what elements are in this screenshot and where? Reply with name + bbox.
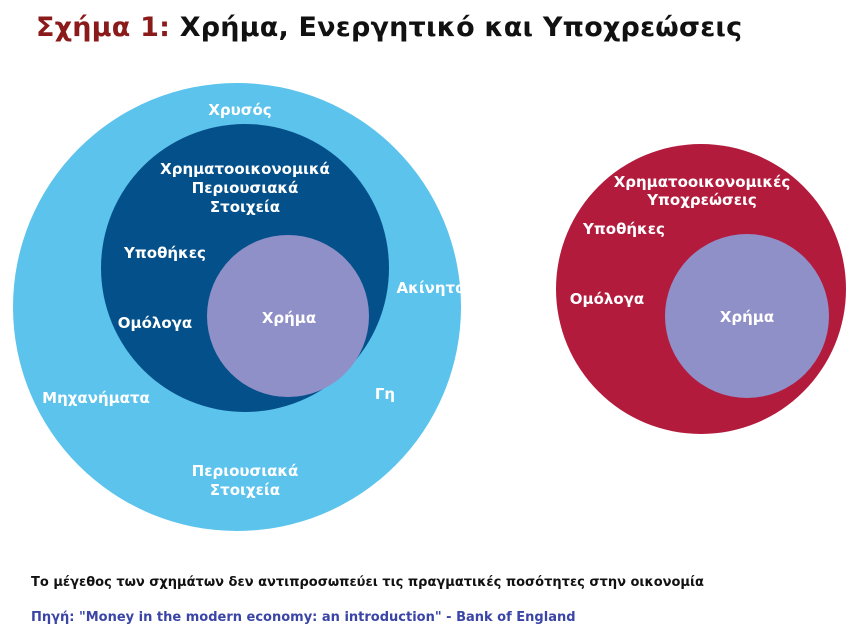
liabilities-diagram: [556, 144, 846, 434]
label-money-assets: Χρήμα: [261, 309, 317, 327]
label-mortgages-liabilities: Υποθήκες: [583, 220, 665, 238]
label-machinery: Μηχανήματα: [42, 389, 150, 407]
label-bonds-liabilities: Ομόλογα: [569, 290, 645, 308]
size-disclaimer-note: Το μέγεθος των σχημάτων δεν αντιπροσωπεύει τις πραγματικές ποσότητες στην οικονομία: [31, 575, 704, 590]
label-real-estate: Ακίνητα: [396, 279, 466, 297]
label-money-liabilities: Χρήμα: [719, 308, 775, 326]
label-land: Γη: [374, 385, 396, 403]
label-financial-assets-line-2: Περιουσιακά: [191, 179, 299, 197]
figure-number: Σχήμα 1:: [36, 12, 171, 43]
label-financial-liabilities-line-2: Υποχρεώσεις: [647, 191, 757, 209]
assets-diagram: [13, 83, 465, 531]
label-bonds-assets: Ομόλογα: [117, 314, 193, 332]
label-financial-assets-line-1: Χρηματοοικονομικά: [160, 160, 330, 178]
label-financial-assets-line-3: Στοιχεία: [209, 198, 281, 216]
label-gold: Χρυσός: [208, 101, 272, 119]
label-assets-line-2: Στοιχεία: [209, 481, 281, 499]
label-mortgages-assets: Υποθήκες: [124, 244, 206, 262]
label-assets-line-1: Περιουσιακά: [191, 462, 299, 480]
figure-title: Χρήμα, Ενεργητικό και Υποχρεώσεις: [179, 12, 743, 43]
label-financial-liabilities-line-1: Χρηματοοικονομικές: [613, 173, 791, 191]
source-citation: Πηγή: "Money in the modern economy: an introduction" - Bank of England: [31, 610, 576, 625]
